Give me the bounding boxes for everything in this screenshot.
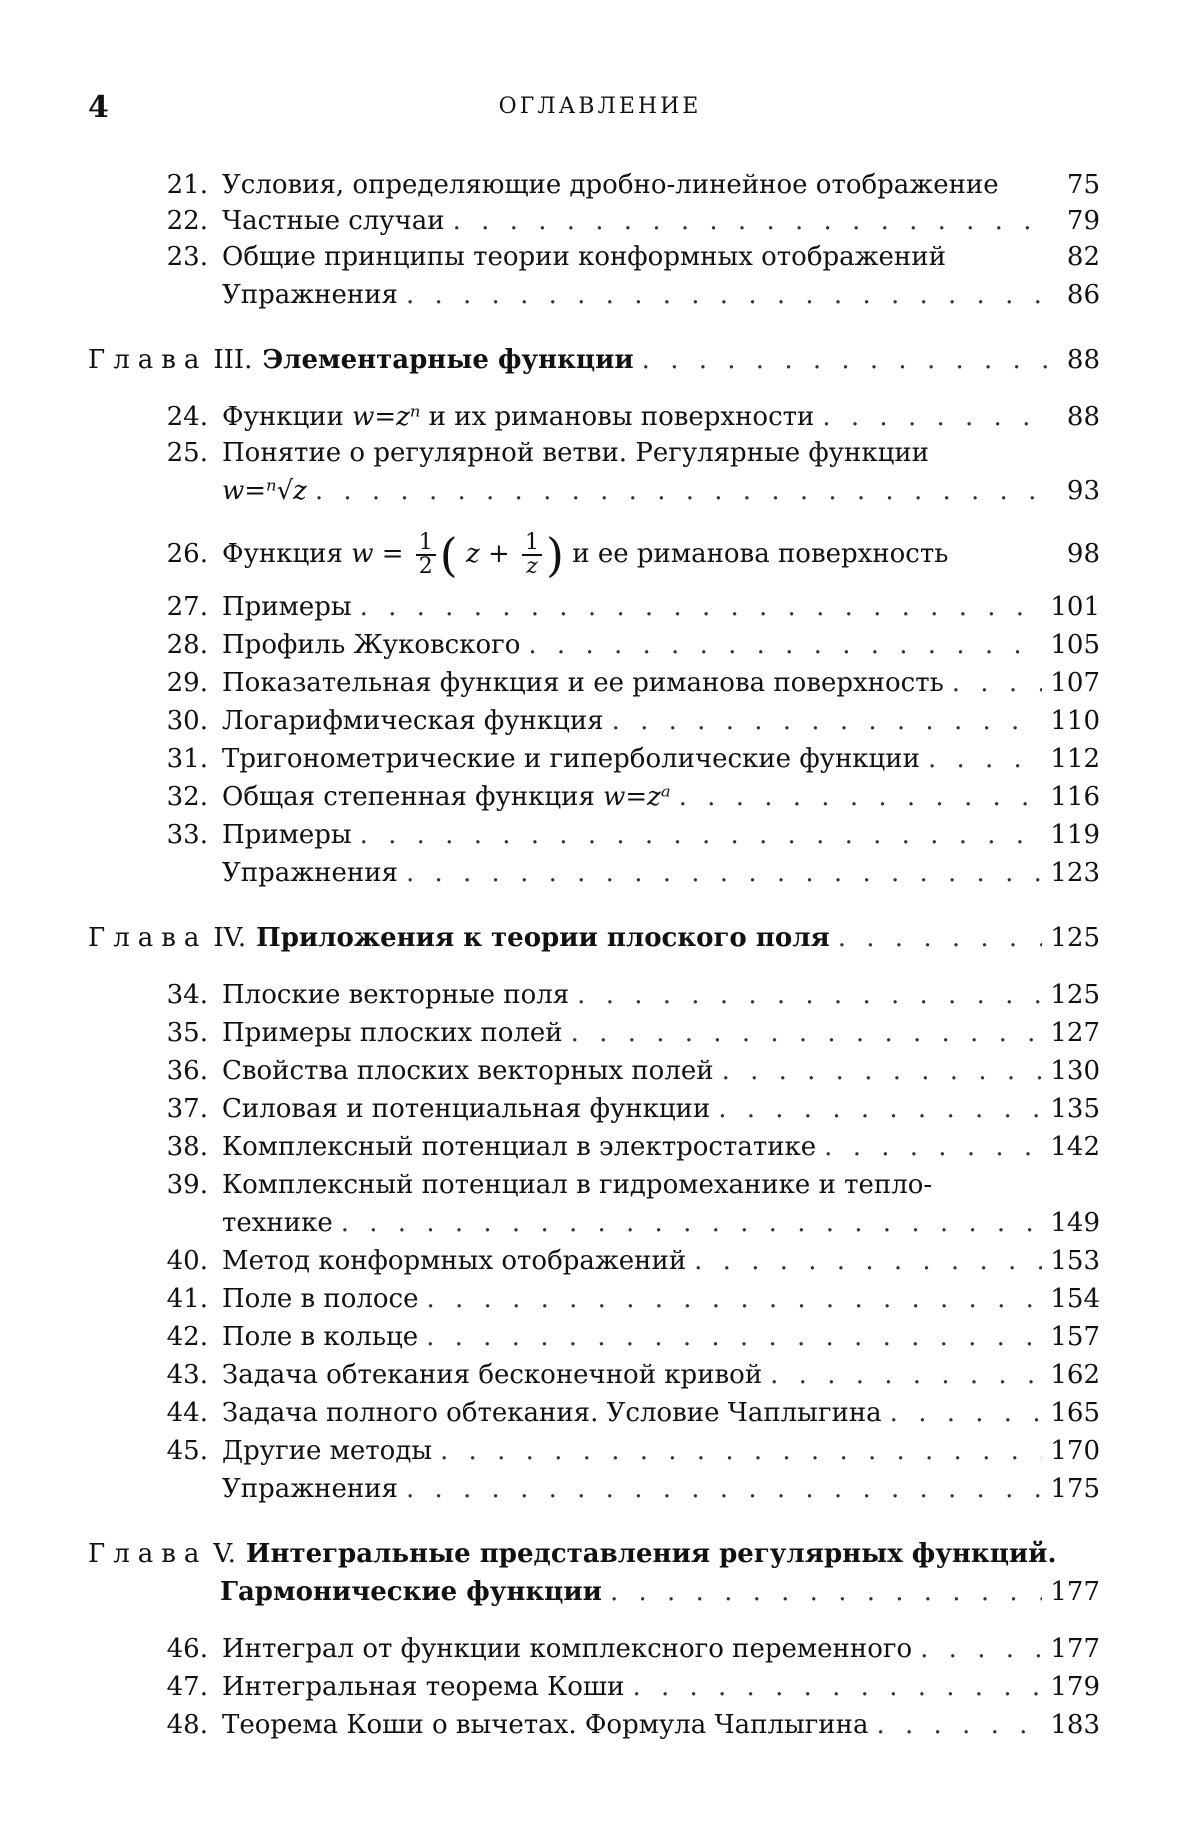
leader-dots <box>360 590 1043 624</box>
toc-entry <box>150 978 1100 1012</box>
chapter-number: V. <box>213 1539 236 1569</box>
entry-title: Примеры <box>222 592 352 622</box>
entry-number: 44. <box>166 1398 208 1428</box>
toc-entry <box>150 1632 1100 1666</box>
leader-dots <box>453 204 1048 238</box>
entry-page: 82 <box>1066 242 1100 272</box>
leader-dots <box>694 1244 1042 1278</box>
chapter-heading <box>88 1536 1100 1572</box>
entry-number: 41. <box>166 1284 208 1314</box>
leader-dots <box>610 1574 1042 1610</box>
toc-entry <box>150 1434 1100 1468</box>
entry-page: 110 <box>1050 706 1100 736</box>
entry-title: Интегральная теорема Коши <box>222 1672 625 1702</box>
fraction-one-over-z: $\frac{1}{z}$ <box>522 532 542 578</box>
entry-page: 75 <box>1066 170 1100 200</box>
entry-page: 154 <box>1050 1284 1100 1314</box>
entry-number: 36. <box>166 1056 208 1086</box>
chapter-page: 88 <box>1066 345 1100 375</box>
entry-page: 165 <box>1050 1398 1100 1428</box>
chapter-number: IV. <box>213 923 247 953</box>
entry-title: Силовая и потенциальная функции <box>222 1094 711 1124</box>
entry-page: 177 <box>1050 1634 1100 1664</box>
chapter-page: 125 <box>1050 923 1100 953</box>
leader-dots <box>824 1130 1042 1164</box>
entry-title: Интеграл от функции комплексного переменного <box>222 1634 913 1664</box>
leader-dots <box>718 1092 1042 1126</box>
chapter-word: Глава <box>88 1539 208 1569</box>
toc-entry <box>150 1358 1100 1392</box>
toc-entry <box>150 704 1100 738</box>
entry-title <box>222 780 671 814</box>
page-header <box>88 90 1112 130</box>
formula-w: w <box>351 539 374 569</box>
entry-title: Понятие о регулярной ветви. Регулярные функции <box>222 438 929 468</box>
leader-dots <box>577 978 1042 1012</box>
entry-page: 105 <box>1050 630 1100 660</box>
entry-title: Задача обтекания бесконечной кривой <box>222 1360 763 1390</box>
entry-number: 46. <box>166 1634 208 1664</box>
chapter-title: Приложения к теории плоского поля <box>256 923 830 953</box>
leader-dots <box>426 1320 1042 1354</box>
entry-page: 116 <box>1050 782 1100 812</box>
entry-number: 47. <box>166 1672 208 1702</box>
entry-number: 29. <box>166 668 208 698</box>
entry-page: 149 <box>1050 1208 1100 1238</box>
entry-page: 153 <box>1050 1246 1100 1276</box>
entry-page: 101 <box>1050 592 1100 622</box>
entry-page: 123 <box>1050 858 1100 888</box>
entry-title-suffix: и их римановы поверхности <box>428 402 815 432</box>
entry-number: 34. <box>166 980 208 1010</box>
formula: w=zᵃ <box>603 782 671 812</box>
toc-entry <box>150 1472 1100 1506</box>
entry-title: Тригонометрические и гиперболические функции <box>222 744 920 774</box>
leader-dots <box>770 1358 1042 1392</box>
entry-title: Показательная функция и ее риманова поверхность <box>222 668 944 698</box>
chapter-word: Глава <box>88 345 208 375</box>
entry-page: 86 <box>1066 280 1100 310</box>
entry-title: Условия, определяющие дробно-линейное отображение <box>222 170 999 200</box>
entry-title: Примеры плоских полей <box>222 1018 563 1048</box>
leader-dots <box>679 780 1043 814</box>
toc-entry <box>150 278 1100 312</box>
entry-title <box>222 528 949 582</box>
entry-page: 157 <box>1050 1322 1100 1352</box>
entry-number: 35. <box>166 1018 208 1048</box>
leader-dots <box>838 920 1043 956</box>
toc-entry <box>150 1282 1100 1316</box>
leader-dots <box>876 1708 1042 1742</box>
toc-entry <box>150 436 1100 470</box>
leader-dots <box>427 1282 1043 1316</box>
entry-page: 119 <box>1050 820 1100 850</box>
leader-dots <box>920 1632 1042 1666</box>
toc-entry <box>150 1016 1100 1050</box>
toc-entry <box>150 240 1100 274</box>
leader-dots <box>642 342 1048 378</box>
leader-dots <box>406 1472 1042 1506</box>
entry-title: Общие принципы теории конформных отображений <box>222 242 946 272</box>
entry-number: 40. <box>166 1246 208 1276</box>
chapter-heading <box>88 920 1100 956</box>
leader-dots <box>406 856 1042 890</box>
entry-number: 42. <box>166 1322 208 1352</box>
chapter-title: Элементарные функции <box>262 345 634 375</box>
entry-title-prefix: Общая степенная функция <box>222 782 595 812</box>
entry-page: 88 <box>1066 402 1100 432</box>
leader-dots <box>890 1396 1043 1430</box>
entry-number: 38. <box>166 1132 208 1162</box>
entry-title: Теорема Коши о вычетах. Формула Чаплыгина <box>222 1710 869 1740</box>
paren-open: ( <box>439 528 458 582</box>
entry-number: 43. <box>166 1360 208 1390</box>
entry-page: 175 <box>1050 1474 1100 1504</box>
entry-page: 127 <box>1050 1018 1100 1048</box>
chapter-page: 177 <box>1050 1577 1100 1607</box>
entry-title-suffix: и ее риманова поверхность <box>572 539 949 569</box>
entry-page: 98 <box>1066 539 1100 569</box>
entry-title: Задача полного обтекания. Условие Чаплыгина <box>222 1398 882 1428</box>
entry-title: Поле в кольце <box>222 1322 419 1352</box>
entry-title: Комплексный потенциал в электростатике <box>222 1132 817 1162</box>
chapter-title-continuation: Гармонические функции <box>220 1577 602 1607</box>
toc-entry-continuation <box>222 1206 1100 1240</box>
toc-entry <box>150 1054 1100 1088</box>
entry-title: Поле в полосе <box>222 1284 419 1314</box>
leader-dots <box>952 666 1043 700</box>
entry-title: Метод конформных отображений <box>222 1246 687 1276</box>
page-number: 4 <box>88 90 109 125</box>
chapter-number: III. <box>213 345 253 375</box>
entry-number: 48. <box>166 1710 208 1740</box>
toc-entry <box>150 1320 1100 1354</box>
toc-entry <box>150 856 1100 890</box>
entry-title: Плоские векторные поля <box>222 980 570 1010</box>
leader-dots <box>528 628 1042 662</box>
toc-entry <box>150 1396 1100 1430</box>
paren-close: ) <box>546 528 564 582</box>
entry-number: 45. <box>166 1436 208 1466</box>
entry-page: 93 <box>1066 476 1100 506</box>
entry-title-prefix: Функция <box>222 539 343 569</box>
leader-dots <box>822 400 1048 434</box>
entry-page: 170 <box>1050 1436 1100 1466</box>
entry-number: 23. <box>166 242 208 272</box>
toc-entry <box>150 400 1100 434</box>
formula: w=zⁿ <box>352 402 421 432</box>
leader-dots <box>406 278 1048 312</box>
entry-title: Упражнения <box>222 280 398 310</box>
entry-page: 135 <box>1050 1094 1100 1124</box>
leader-dots <box>612 704 1043 738</box>
entry-page: 112 <box>1050 744 1100 774</box>
formula-eq: = <box>381 539 404 569</box>
entry-title: Логарифмическая функция <box>222 706 604 736</box>
toc-entry <box>150 1670 1100 1704</box>
entry-title: Упражнения <box>222 858 398 888</box>
toc-entry <box>150 528 1100 582</box>
leader-dots <box>632 1670 1042 1704</box>
entry-page: 125 <box>1050 980 1100 1010</box>
entry-number: 39. <box>166 1170 208 1200</box>
entry-title: Частные случаи <box>222 206 445 236</box>
entry-number: 32. <box>166 782 208 812</box>
entry-number: 25. <box>166 438 208 468</box>
toc-entry <box>150 1168 1100 1202</box>
leader-dots <box>722 1054 1043 1088</box>
formula: w=ⁿ√z <box>222 476 307 506</box>
leader-dots <box>571 1016 1043 1050</box>
toc-entry <box>150 1708 1100 1742</box>
entry-page: 162 <box>1050 1360 1100 1390</box>
entry-page: 107 <box>1050 668 1100 698</box>
entry-page: 79 <box>1066 206 1100 236</box>
entry-number: 28. <box>166 630 208 660</box>
leader-dots <box>341 1206 1043 1240</box>
entry-title <box>222 400 814 434</box>
toc-entry <box>150 168 1100 202</box>
toc-entry <box>150 1092 1100 1126</box>
toc-entry <box>150 628 1100 662</box>
leader-dots <box>360 818 1043 852</box>
toc-entry <box>150 1130 1100 1164</box>
entry-number: 30. <box>166 706 208 736</box>
toc-entry <box>150 204 1100 238</box>
entry-page: 142 <box>1050 1132 1100 1162</box>
entry-title-prefix: Функции <box>222 402 344 432</box>
toc-entry <box>150 780 1100 814</box>
toc-entry <box>150 1244 1100 1278</box>
entry-title: Упражнения <box>222 1474 398 1504</box>
entry-number: 26. <box>166 539 208 569</box>
entry-number: 21. <box>166 170 208 200</box>
running-title: ОГЛАВЛЕНИЕ <box>498 94 702 119</box>
chapter-heading-continuation <box>220 1574 1100 1610</box>
entry-title: Профиль Жуковского <box>222 630 521 660</box>
entry-number: 33. <box>166 820 208 850</box>
formula-z: z <box>466 539 480 569</box>
leader-dots <box>315 474 1048 508</box>
leader-dots <box>440 1434 1042 1468</box>
toc-entry <box>150 818 1100 852</box>
entry-title: Комплексный потенциал в гидромеханике и тепло- <box>222 1170 933 1200</box>
entry-number: 24. <box>166 402 208 432</box>
chapter-title: Интегральные представления регулярных функций. <box>245 1539 1057 1569</box>
entry-number: 37. <box>166 1094 208 1124</box>
entry-number: 27. <box>166 592 208 622</box>
formula-plus: + <box>487 539 510 569</box>
toc-entry <box>150 742 1100 776</box>
fraction-half: $\frac{1}{2}$ <box>416 532 436 578</box>
entry-number: 22. <box>166 206 208 236</box>
entry-page: 179 <box>1050 1672 1100 1702</box>
entry-number: 31. <box>166 744 208 774</box>
entry-page: 130 <box>1050 1056 1100 1086</box>
toc-entry <box>150 666 1100 700</box>
chapter-heading <box>88 342 1100 378</box>
toc-entry <box>150 590 1100 624</box>
entry-title: Свойства плоских векторных полей <box>222 1056 714 1086</box>
entry-title-continuation: технике <box>222 1208 333 1238</box>
toc-entry-continuation <box>222 474 1100 508</box>
entry-page: 183 <box>1050 1710 1100 1740</box>
chapter-word: Глава <box>88 923 208 953</box>
leader-dots <box>928 742 1042 776</box>
entry-title: Другие методы <box>222 1436 433 1466</box>
entry-title: Примеры <box>222 820 352 850</box>
